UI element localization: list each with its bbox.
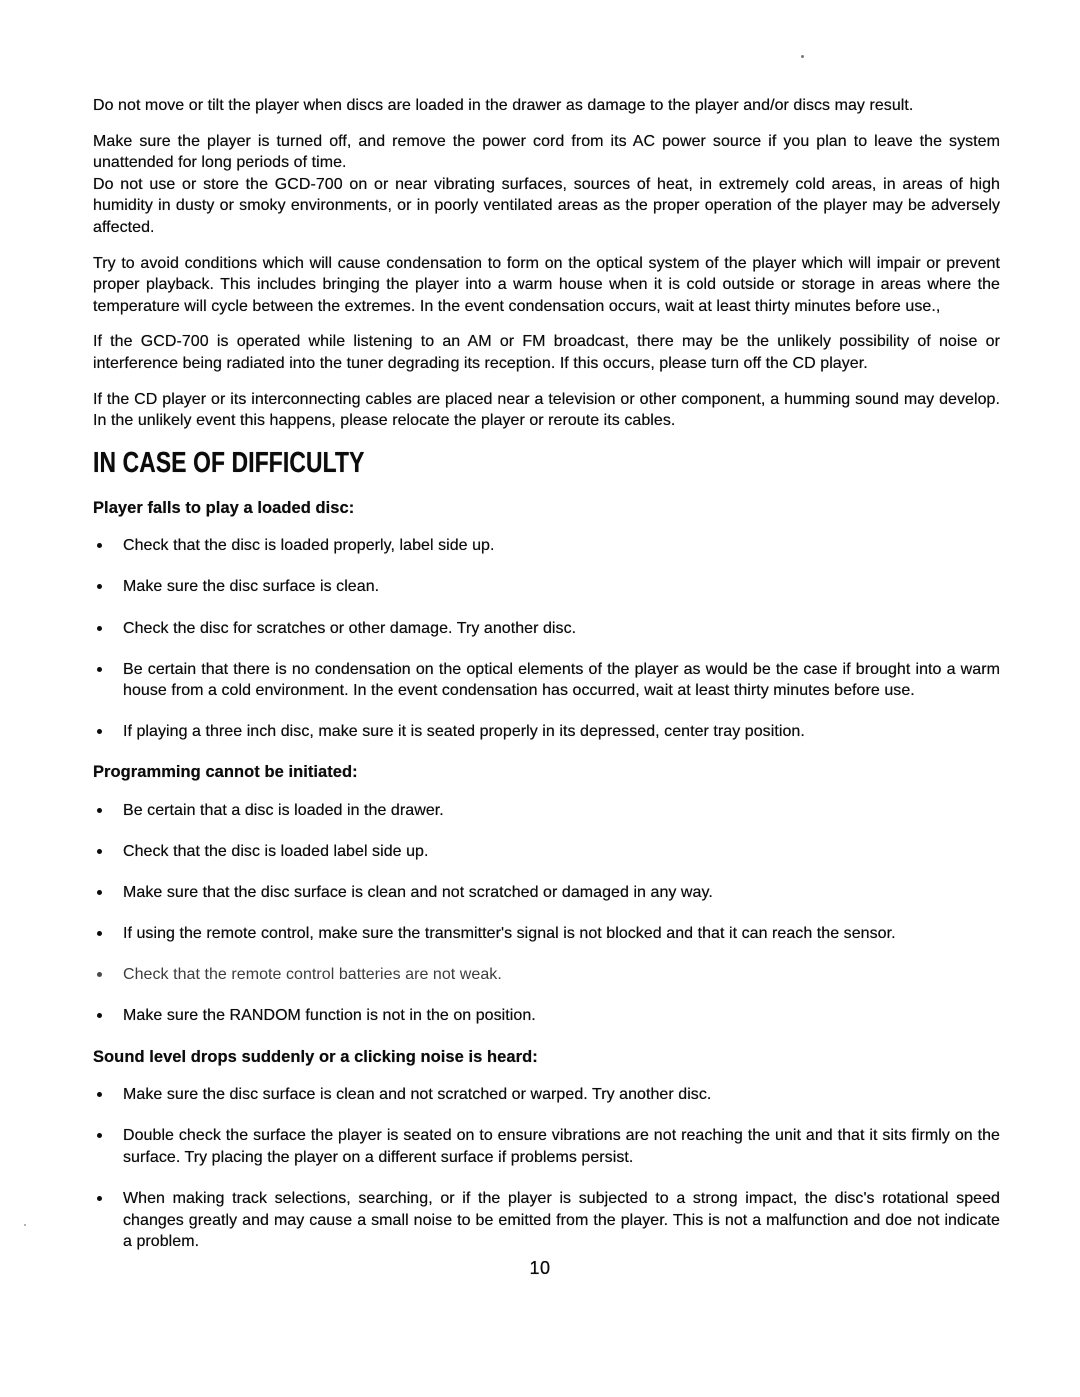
bullet-item	[93, 964, 1000, 986]
paragraph: If the GCD-700 is operated while listening to an AM or FM broadcast, there may be the unlikely possibility of noise or interference being radiated into the tuner degrading its reception. If this occurs, please turn off the CD player.	[93, 333, 1000, 372]
bullet-text: Check that the disc is loaded properly, label side up.	[123, 537, 495, 555]
bullet-icon	[93, 659, 123, 702]
bullet-icon	[93, 964, 123, 986]
bullet-icon	[93, 800, 123, 822]
bullet-icon	[93, 923, 123, 945]
bullet-item	[93, 923, 1000, 945]
subsection-heading: Sound level drops suddenly or a clicking noise is heard:	[93, 1047, 538, 1066]
bullet-item	[93, 535, 1000, 557]
bullet-item	[93, 1005, 1000, 1027]
bullet-item	[93, 1084, 1000, 1106]
bullet-text: Check that the remote control batteries are not weak.	[123, 966, 502, 984]
bullet-icon	[93, 535, 123, 557]
bullet-icon	[93, 576, 123, 598]
bullet-item	[93, 618, 1000, 640]
subsections	[93, 498, 1000, 1253]
bullet-text: Be certain that there is no condensation on the optical elements of the player as would be the case if brought into a warm house from a cold environment. In the event condensation has occurred, wait at least thirty minutes before use.	[123, 660, 1000, 700]
bullet-text: If playing a three inch disc, make sure it is seated properly in its depressed, center tray position.	[123, 723, 805, 741]
bullet-text: Make sure the disc surface is clean and not scratched or warped. Try another disc.	[123, 1086, 712, 1104]
bullet-text: Make sure that the disc surface is clean and not scratched or damaged in any way.	[123, 884, 713, 902]
bullet-icon	[93, 882, 123, 904]
bullet-text: Make sure the disc surface is clean.	[123, 578, 380, 596]
bullet-text: Check the disc for scratches or other damage. Try another disc.	[123, 619, 577, 637]
bullet-icon	[93, 1084, 123, 1106]
bullet-text: Make sure the RANDOM function is not in the on position.	[123, 1007, 536, 1025]
bullet-text: Be certain that a disc is loaded in the drawer.	[123, 801, 444, 819]
bullet-text: If using the remote control, make sure the transmitter's signal is not blocked and that it can reach the sensor.	[123, 925, 896, 943]
scan-speck	[24, 1224, 26, 1226]
bullet-item	[93, 882, 1000, 904]
bullet-item	[93, 800, 1000, 822]
bullet-text: Double check the surface the player is seated on to ensure vibrations are not reaching the unit and that it sits firmly on the surface. Try placing the player on a different surface if problems persist.	[123, 1127, 1000, 1166]
bullet-icon	[93, 1125, 123, 1168]
bullet-item	[93, 659, 1000, 702]
bullet-text: Check that the disc is loaded label side up.	[123, 843, 429, 861]
bullet-item	[93, 841, 1000, 863]
bullet-item	[93, 1188, 1000, 1253]
intro-paragraphs	[93, 95, 1000, 432]
section-title: IN CASE OF DIFFICULTY	[93, 446, 365, 479]
bullet-item	[93, 1125, 1000, 1168]
page-number: 10	[529, 1258, 551, 1278]
bullet-icon	[93, 841, 123, 863]
bullet-icon	[93, 618, 123, 640]
subsection-heading: Programming cannot be initiated:	[93, 763, 358, 782]
paragraph: Do not use or store the GCD-700 on or near vibrating surfaces, sources of heat, in extremely cold areas, in areas of high humidity in dusty or smoky environments, or in poorly ventilated areas as the proper operation of the player may be adversely affected.	[93, 175, 1000, 236]
paragraph: Try to avoid conditions which will cause condensation to form on the optical system of the player which will impair or prevent proper playback. This includes bringing the player into a warm house when it is cold outside or storage in areas where the temperature will cycle between the extremes. In the event condensation occurs, wait at least thirty minutes before use.,	[93, 254, 1000, 315]
subsection-heading: Player falls to play a loaded disc:	[93, 498, 355, 517]
bullet-icon	[93, 1005, 123, 1027]
paragraph: If the CD player or its interconnecting cables are placed near a television or other component, a humming sound may develop. In the unlikely event this happens, please relocate the player or reroute its cables.	[93, 390, 1000, 430]
bullet-item	[93, 576, 1000, 598]
bullet-item	[93, 721, 1000, 743]
scan-speck	[801, 55, 804, 58]
paragraph: Make sure the player is turned off, and remove the power cord from its AC power source if you plan to leave the system unattended for long periods of time.	[93, 132, 1000, 172]
bullet-icon	[93, 721, 123, 743]
manual-page	[93, 95, 1000, 1272]
paragraph: Do not move or tilt the player when discs are loaded in the drawer as damage to the player and/or discs may result.	[93, 97, 914, 114]
bullet-icon	[93, 1188, 123, 1253]
bullet-text: When making track selections, searching, or if the player is subjected to a strong impact, the disc's rotational speed changes greatly and may cause a small noise to be emitted from the player. This is not a malfunction and doe not indicate a problem.	[123, 1189, 1000, 1251]
